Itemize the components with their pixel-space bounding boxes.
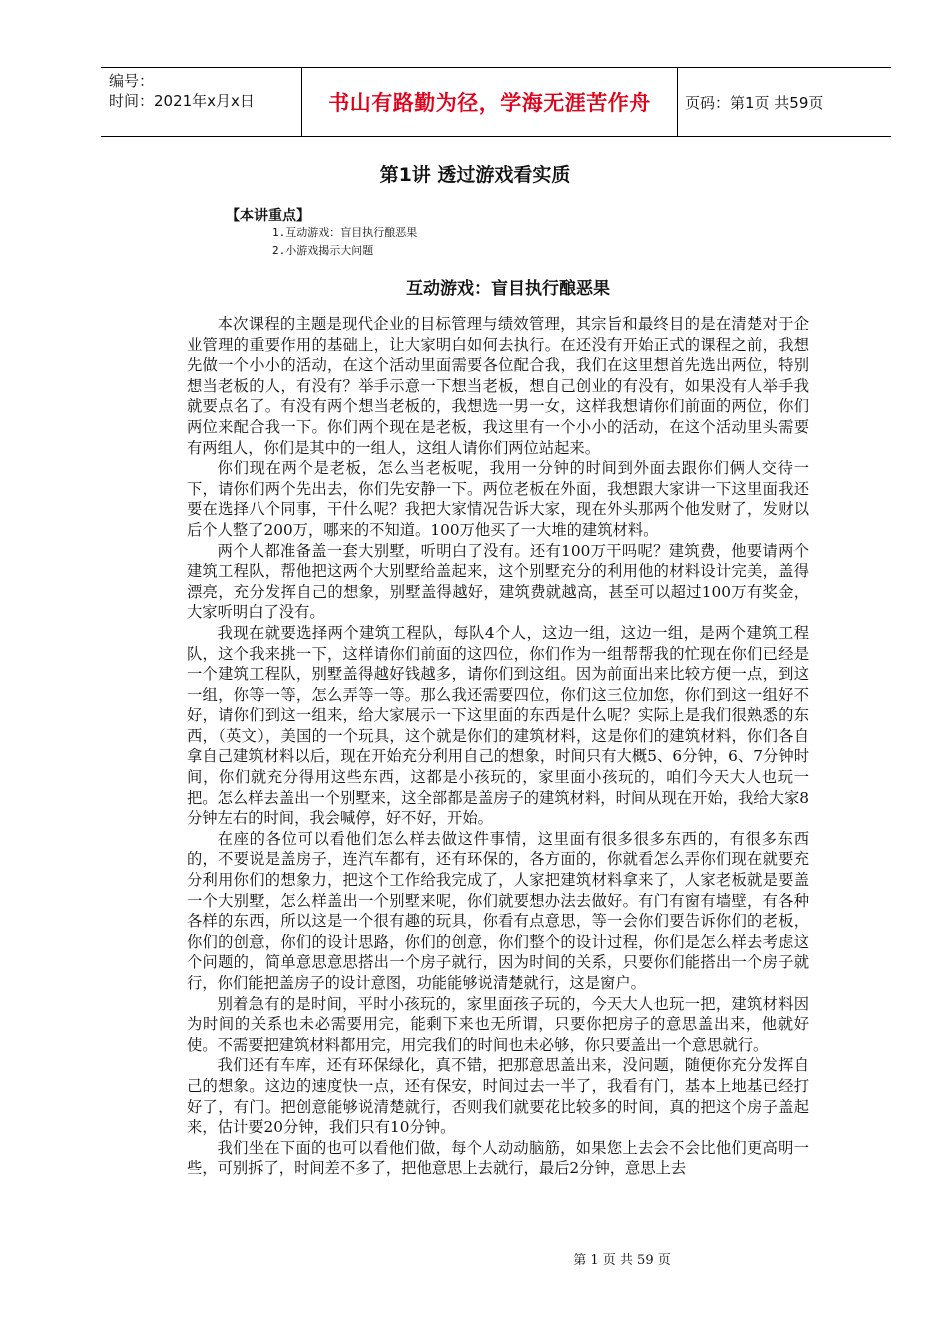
paragraph: 在座的各位可以看他们怎么样去做这件事情，这里面有很多很多东西的，有很多东西的，不要说是盖房子，连汽车都有，还有环保的，各方面的，你就看怎么弄你们现在就要充分利用你们的想象力，把这个工作给我完成了，人家把建筑材料拿来了，人家老板就是要盖一个大别墅，怎么样盖出一个别墅来呢，你们就要想办法去做好。有门有窗有墙壁，有各种各样的东西，所以这是一个很有趣的玩具，你看有点意思，等一会你们要告诉你们的老板，你们的创意，你们的设计思路，你们的创意，你们整个的设计过程，你们是怎么样去考虑这个问题的，简单意思意思搭出一个房子就行，因为时间的关系，只要你们能搭出一个房子就行，你们能把盖房子的设计意图，功能能够说清楚就行，这是窗户。 bbox=[187, 829, 809, 992]
paragraph: 别着急有的是时间，平时小孩玩的，家里面孩子玩的，今天大人也玩一把，建筑材料因为时间的关系也未必需要用完，能剩下来也无所谓，只要你把房子的意思盖出来，他就好使。不需要把建筑材料都用完，用完我们的时间也未必够，你只要盖出一个意思就行。 bbox=[187, 994, 809, 1054]
section-title: 互动游戏：盲目执行酿恶果 bbox=[406, 279, 610, 299]
lecture-title: 第1讲 透过游戏看实质 bbox=[379, 164, 571, 186]
header-page-info: 页码：第1页 共59页 bbox=[685, 93, 824, 112]
paragraph: 你们现在两个是老板，怎么当老板呢，我用一分钟的时间到外面去跟你们俩人交待一下，请你们两个先出去，你们先安静一下。两位老板在外面，我想跟大家讲一下这里面我还要在选择八个同事，干什么呢？我把大家情况告诉大家，现在外头那两个他发财了，发财以后个人整了200万，哪来的不知道。100万他买了一大堆的建筑材料。 bbox=[187, 459, 809, 539]
paragraph: 本次课程的主题是现代企业的目标管理与绩效管理，其宗旨和最终目的是在清楚对于企业管理的重要作用的基础上，让大家明白如何去执行。在还没有开始正式的课程之前，我想先做一个小小的活动，在这个活动里面需要各位配合我，我们在这里想首先选出两位，特别想当老板的人，有没有？举手示意一下想当老板，想自己创业的有没有，如果没有人举手我就要点名了。有没有两个想当老板的，我想选一男一女，这样我想请你们前面的两位，你们两位来配合我一下。你们两个现在是老板，我这里有一个小小的活动，在这个活动里头需要有两组人，你们是其中的一组人，这组人请你们两位站起来。 bbox=[187, 315, 809, 457]
paragraph: 我现在就要选择两个建筑工程队，每队4个人，这边一组，这边一组，是两个建筑工程队，这个我来挑一下，这样请你们前面的这四位，你们作为一组帮帮我的忙现在你们已经是一个建筑工程队，别墅盖得越好钱越多，请你们到这组。因为前面出来比较方便一点，到这一组，你等一等，怎么弄等一等。那么我还需要四位，你们这三位加您，你们到这一组好不好，请你们到这一组来，给大家展示一下这里面的东西是什么呢？实际上是我们很熟悉的东西，（英文），美国的一个玩具，这个就是你们的建筑材料，这是你们的建筑材料，你们各自拿自己建筑材料以后，现在开始充分利用自己的想象，时间只有大概5、6分钟，6、7分钟时间，你们就充分得用这些东西，这都是小孩玩的，家里面小孩玩的，咱们今天大人也玩一把。怎么样去盖出一个别墅来，这全部都是盖房子的建筑材料，时间从现在开始，我给大家8分钟左右的时间，我会喊停，好不好，开始。 bbox=[187, 623, 809, 828]
header-meta-cell bbox=[101, 68, 302, 136]
header-table bbox=[101, 67, 891, 137]
body-text bbox=[187, 314, 809, 1179]
document-number-label: 编号： bbox=[109, 72, 155, 90]
page-footer: 第 1 页 共 59 页 bbox=[573, 1253, 671, 1268]
document-date: 时间：2021年x月x日 bbox=[109, 92, 255, 110]
key-points-title: 【本讲重点】 bbox=[226, 208, 310, 224]
paragraph: 我们还有车库，还有环保绿化，真不错，把那意思盖出来，没问题，随便你充分发挥自己的想象。这边的速度快一点，还有保安，时间过去一半了，我看有门，基本上地基已经打好了，有门。把创意能够说清楚就行，否则我们就要花比较多的时间，真的把这个房子盖起来，估计要20分钟，我们只有10分钟。 bbox=[187, 1056, 809, 1137]
key-point-item: 2.小游戏揭示大问题 bbox=[272, 244, 374, 257]
paragraph: 我们坐在下面的也可以看他们做，每个人动动脑筋，如果您上去会不会比他们更高明一些，可别拆了，时间差不多了，把他意思上去就行，最后2分钟，意思上去 bbox=[187, 1138, 809, 1178]
header-motto: 书山有路勤为径，学海无涯苦作舟 bbox=[302, 68, 678, 136]
key-point-item: 1.互动游戏：盲目执行酿恶果 bbox=[272, 226, 418, 239]
paragraph: 两个人都准备盖一套大别墅，听明白了没有。还有100万干吗呢？建筑费，他要请两个建筑工程队，帮他把这两个大别墅给盖起来，这个别墅充分的利用他的材料设计完美，盖得漂亮，充分发挥自己的想象，别墅盖得越好，建筑费就越高，甚至可以超过100万有奖金，大家听明白了没有。 bbox=[187, 541, 809, 622]
